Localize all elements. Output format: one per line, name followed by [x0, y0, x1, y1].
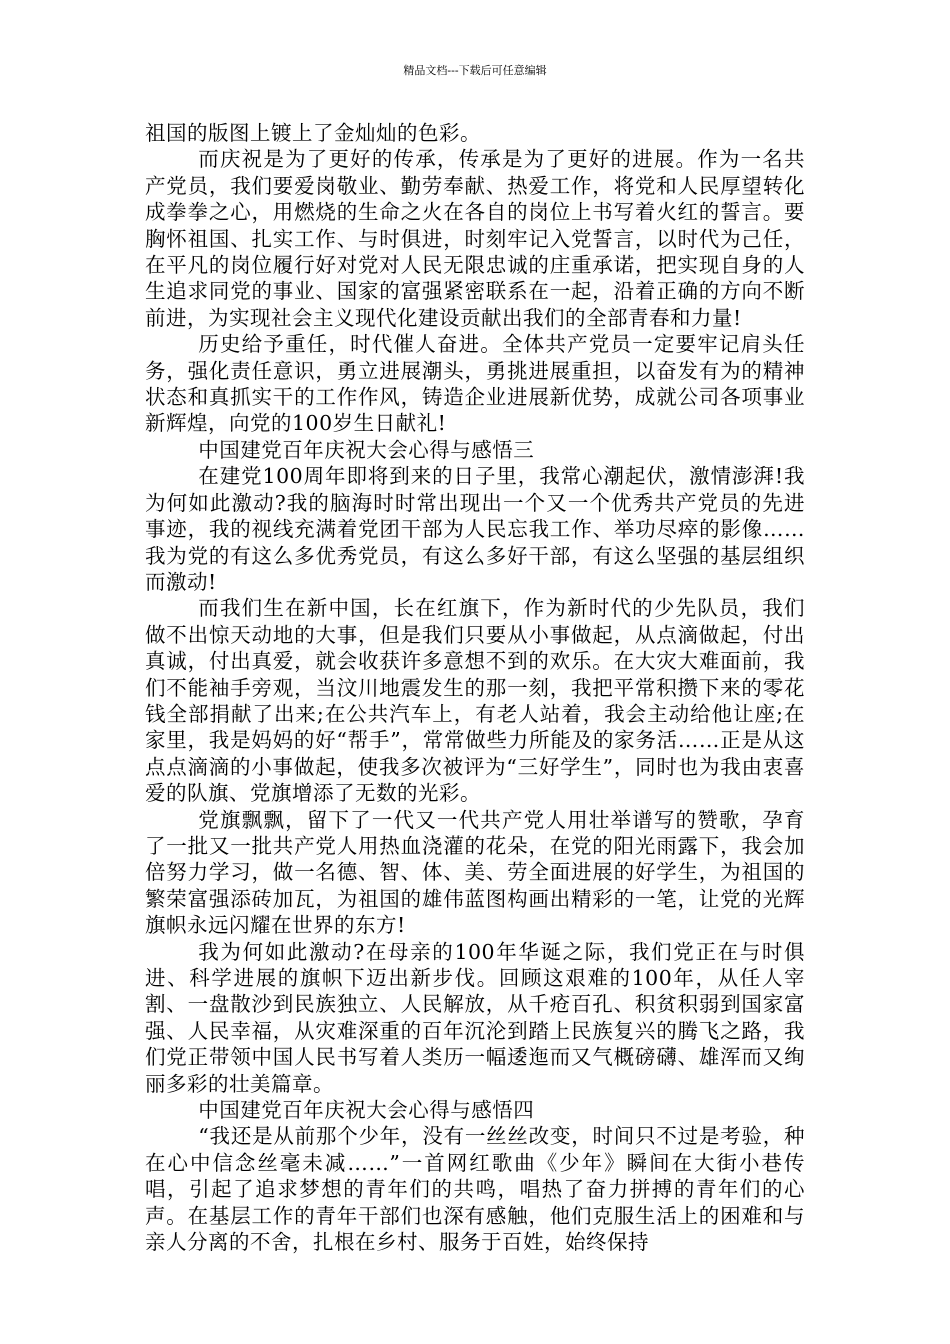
- paragraph: 历史给予重任，时代催人奋进。全体共产党员一定要牢记肩头任务，强化责任意识，勇立进展潮头，勇挑进展重担，以奋发有为的精神状态和真抓实干的工作作风，铸造企业进展新优势，成就公司各项事业新辉煌，向党的100岁生日献礼!: [145, 332, 805, 436]
- paragraph: 而我们生在新中国，长在红旗下，作为新时代的少先队员，我们做不出惊天动地的大事，但是我们只要从小事做起，从点滴做起，付出真诚，付出真爱，就会收获许多意想不到的欢乐。在大灾大难面前，我们不能袖手旁观，当汶川地震发生的那一刻，我把平常积攒下来的零花钱全部捐献了出来;在公共汽车上，有老人站着，我会主动给他让座;在家里，我是妈妈的好“帮手”，常常做些力所能及的家务活……正是从这点点滴滴的小事做起，使我多次被评为“三好学生”，同时也为我由衷喜爱的队旗、党旗增添了无数的光彩。: [145, 596, 805, 806]
- paragraph: “我还是从前那个少年，没有一丝丝改变，时间只不过是考验，种在心中信念丝毫未减……”一首网红歌曲《少年》瞬间在大街小巷传唱，引起了追求梦想的青年们的共鸣，唱热了奋力拼搏的青年们的心声。在基层工作的青年干部们也深有感触，他们克服生活上的困难和与亲人分离的不舍，扎根在乡村、服务于百姓，始终保持: [145, 1124, 805, 1255]
- document-body: [145, 120, 805, 1255]
- section-heading: 中国建党百年庆祝大会心得与感悟四: [198, 1098, 535, 1123]
- paragraph: 我为何如此激动?在母亲的100年华诞之际，我们党正在与时俱进、科学进展的旗帜下迈出新步伐。回顾这艰难的100年，从任人宰割、一盘散沙到民族独立、人民解放，从千疮百孔、积贫积弱到国家富强、人民幸福，从灾难深重的百年沉沦到踏上民族复兴的腾飞之路，我们党正带领中国人民书写着人类历一幅逶迤而又气概磅礴、雄浑而又绚丽多彩的壮美篇章。: [145, 939, 805, 1096]
- paragraph: 党旗飘飘，留下了一代又一代共产党人用壮举谱写的赞歌，孕育了一批又一批共产党人用热血浇灌的花朵，在党的阳光雨露下，我会加倍努力学习，做一名德、智、体、美、劳全面进展的好学生，为祖国的繁荣富强添砖加瓦，为祖国的雄伟蓝图构画出精彩的一笔，让党的光辉旗帜永远闪耀在世界的东方!: [145, 807, 805, 938]
- paragraph: 而庆祝是为了更好的传承，传承是为了更好的进展。作为一名共产党员，我们要爱岗敬业、勤劳奉献、热爱工作，将党和人民厚望转化成拳拳之心，用燃烧的生命之火在各自的岗位上书写着火红的誓言。要胸怀祖国、扎实工作、与时俱进，时刻牢记入党誓言，以时代为己任，在平凡的岗位履行好对党对人民无限忠诚的庄重承诺，把实现自身的人生追求同党的事业、国家的富强紧密联系在一起，沿着正确的方向不断前进，为实现社会主义现代化建设贡献出我们的全部青春和力量!: [145, 147, 805, 330]
- paragraph: 在建党100周年即将到来的日子里，我常心潮起伏，激情澎湃!我为何如此激动?我的脑海时时常出现出一个又一个优秀共产党员的先进事迹，我的视线充满着党团干部为人民忘我工作、举功尽瘁的影像……我为党的有这么多优秀党员，有这么多好干部，有这么坚强的基层组织而激动!: [145, 464, 805, 594]
- paragraph: 祖国的版图上镀上了金灿灿的色彩。: [145, 121, 481, 145]
- section-heading: 中国建党百年庆祝大会心得与感悟三: [198, 437, 535, 462]
- page-header: 精品文档---下载后可任意编辑: [403, 64, 547, 77]
